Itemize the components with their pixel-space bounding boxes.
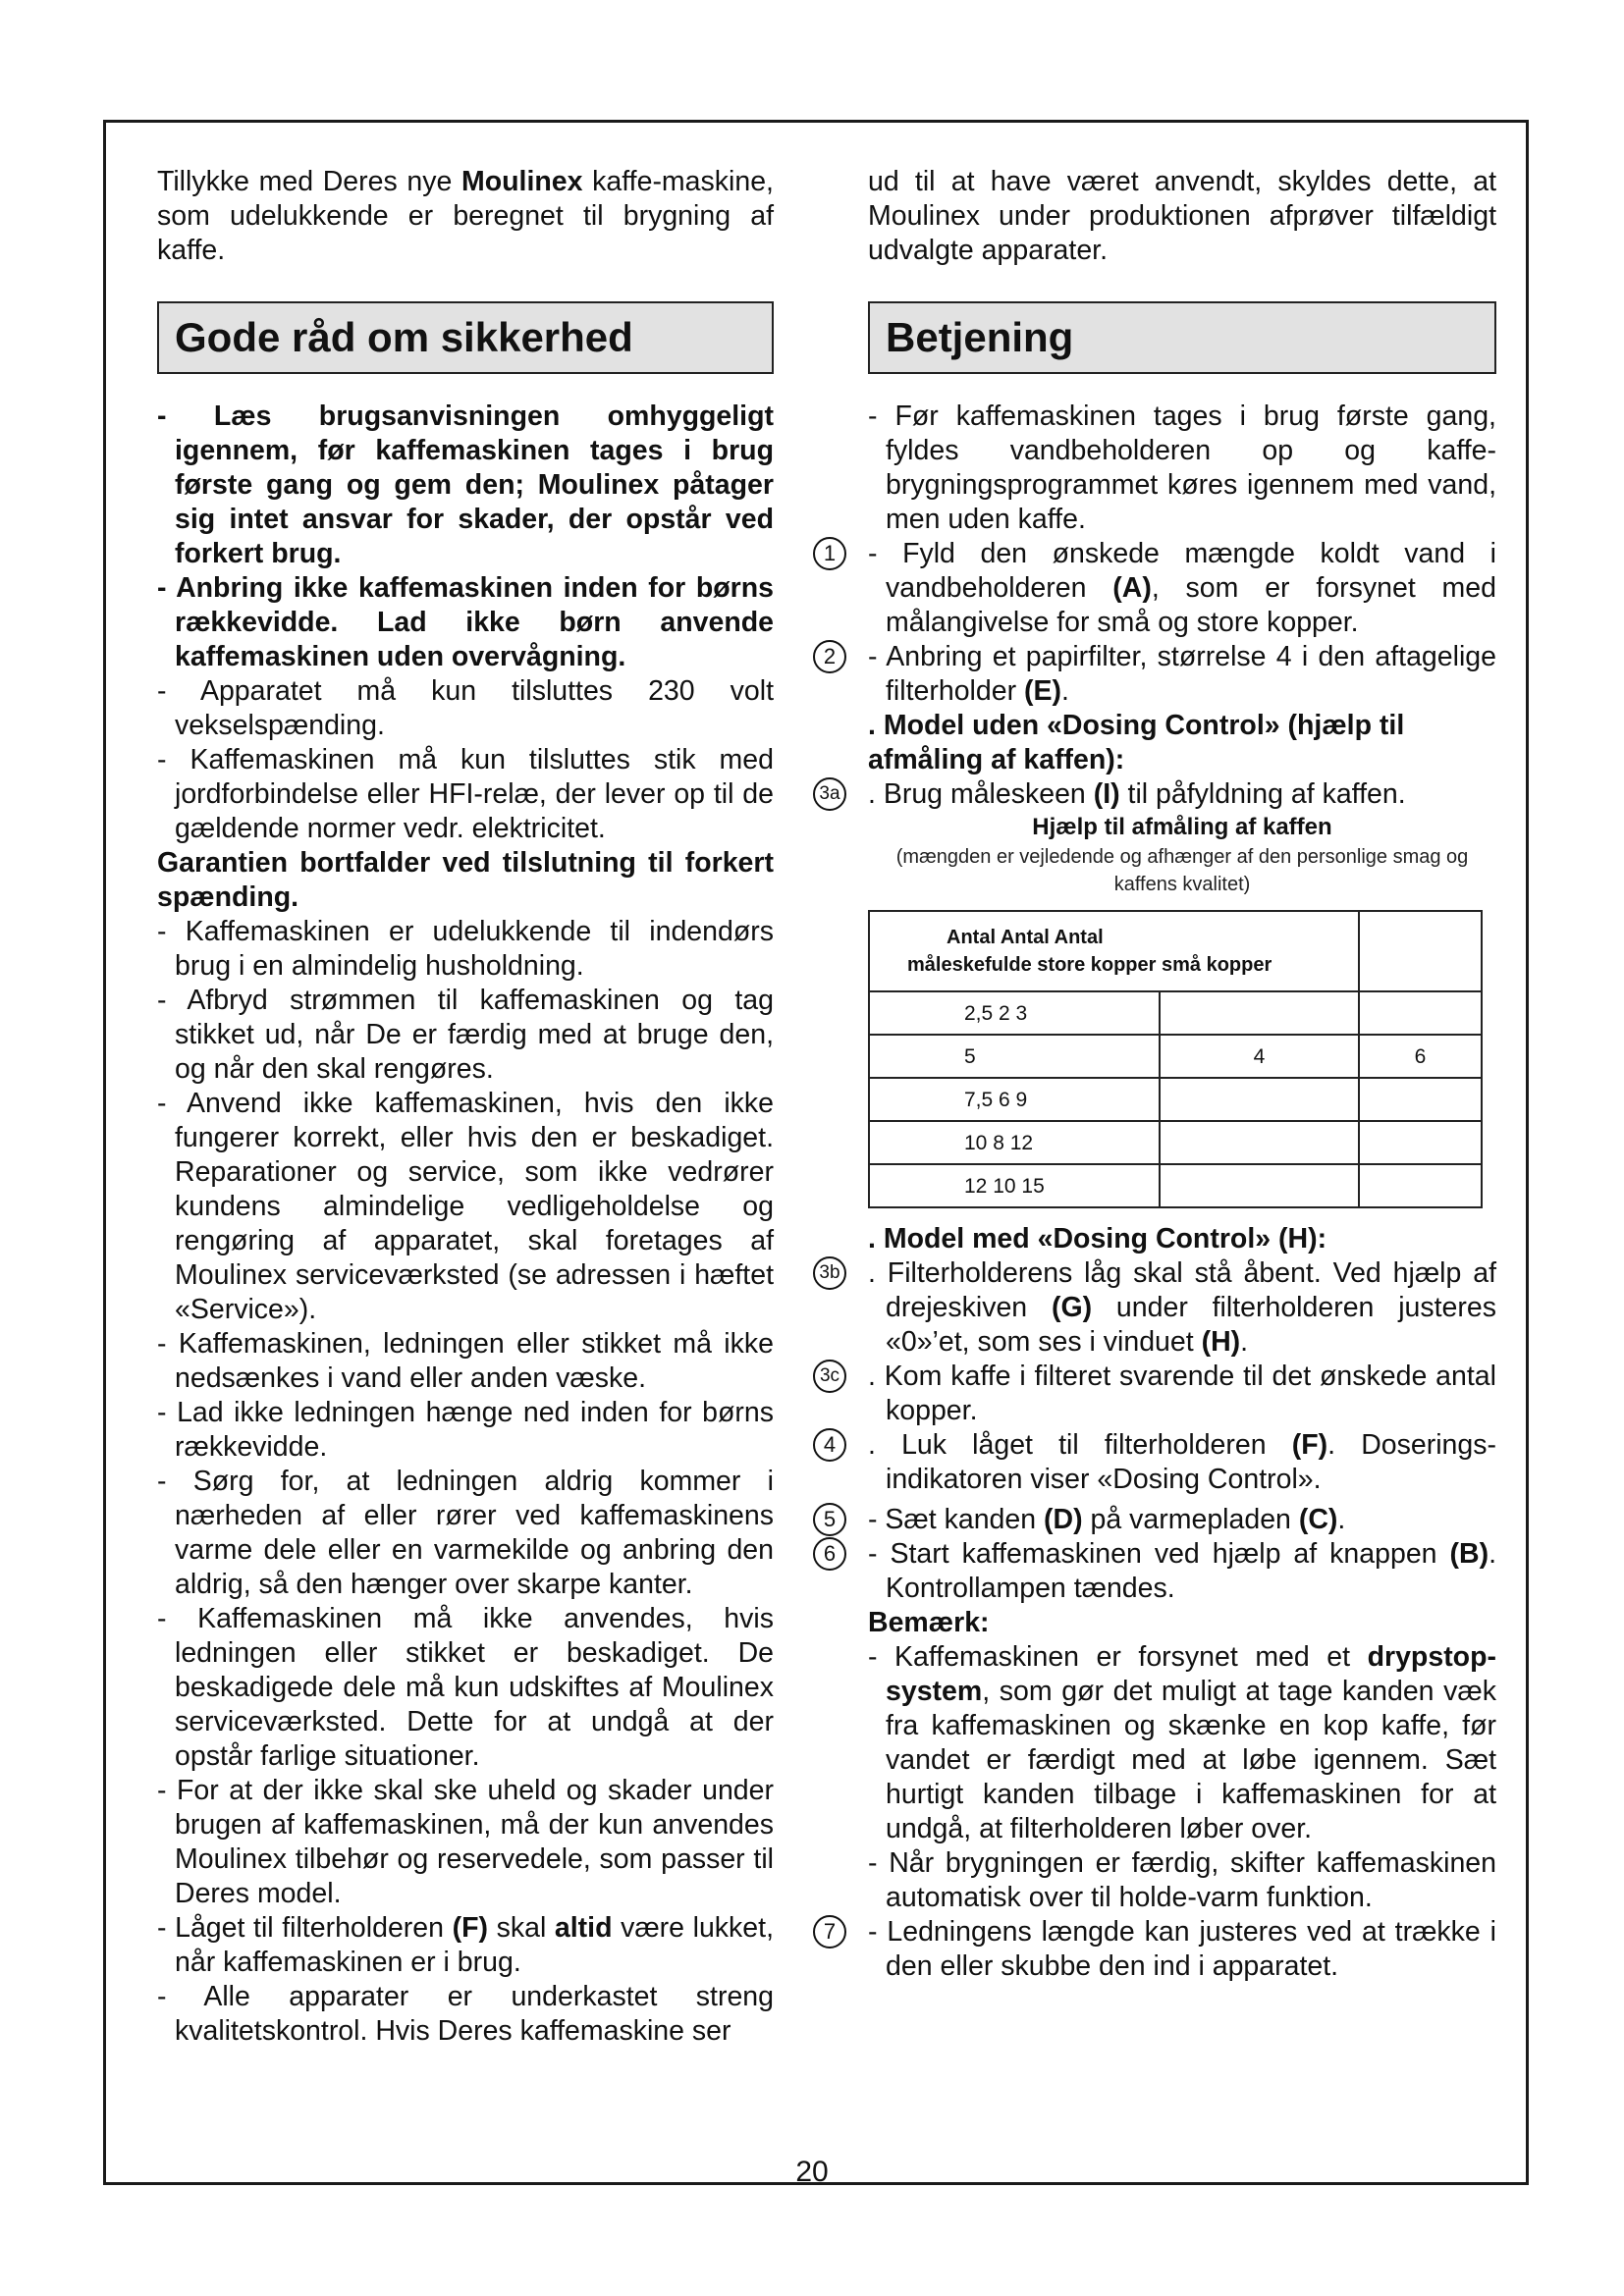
model-heading: . Model uden «Dosing Control» (hjælp til afmåling af kaffen): xyxy=(868,710,1405,775)
warranty-notice: Garantien bortfalder ved tilslutning til forkert spænding. xyxy=(157,847,774,913)
note-item: - Kaffemaskinen er forsynet med et drypstop-system, som gør det muligt at tage kanden væk fra kaffemaskinen og skænke en kop kaffe, før vandet er færdigt med at løbe igennem. Sæt hurtigt kanden tilbage i kaffemaskinen for at undgå, at filterholderen løber over. xyxy=(868,1641,1496,1844)
table-header-row xyxy=(869,911,1482,991)
safety-item: - Afbryd strømmen til kaffemaskinen og tag stikket ud, når De er færdig med at bruge den, og når den skal rengøres. xyxy=(157,985,775,1085)
table-header-cell: Antal Antal Antal måleskefulde store kopper små kopper xyxy=(869,911,1359,991)
step-4: 4 . Luk låget til filterholderen (F). Doserings-indikatoren viser «Dosing Control». xyxy=(868,1428,1496,1497)
safety-item: - Læs brugsanvisningen omhyggeligt igennem, før kaffemaskinen tages i brug første gang og gem den; Moulinex påtager sig intet ansvar for skader, der opstår ved forkert brug. xyxy=(157,400,774,569)
table-cell xyxy=(1160,991,1359,1035)
table-cell: 5 xyxy=(869,1035,1160,1078)
table-cell xyxy=(1359,1078,1482,1121)
intro-continued: ud til at have været anvendt, skyldes dette, at Moulinex under produktionen afprøver tilfældigt udvalgte apparater. xyxy=(868,166,1496,266)
table-header-cell xyxy=(1359,911,1482,991)
step-3c: 3c . Kom kaffe i filteret svarende til det ønskede antal kopper. xyxy=(868,1360,1496,1428)
safety-item: - Alle apparater er underkastet streng kvalitetskontrol. Hvis Deres kaffemaskine ser xyxy=(157,1981,774,2047)
table-cell xyxy=(1359,991,1482,1035)
step-number-icon: 3a xyxy=(813,777,846,811)
safety-item: - Apparatet må kun tilsluttes 230 volt vekselspænding. xyxy=(157,675,774,741)
step-7: 7 - Ledningens længde kan justeres ved at trække i den eller skubbe den ind i apparatet. xyxy=(868,1915,1496,1984)
intro-paragraph: Tillykke med Deres nye Moulinex kaffe-maskine, som udelukkende er beregnet til brygning af kaffe. xyxy=(157,166,774,266)
table-cell xyxy=(1160,1164,1359,1207)
table-cell xyxy=(1359,1164,1482,1207)
operation-heading: Betjening xyxy=(868,301,1496,374)
step-number-icon: 1 xyxy=(813,537,846,570)
step-3a: 3a . Brug måleskeen (I) til påfyldning af kaffen. xyxy=(868,777,1496,812)
step-number-icon: 6 xyxy=(813,1537,846,1571)
step-6: 6 - Start kaffemaskinen ved hjælp af knappen (B). Kontrollampen tændes. xyxy=(868,1537,1496,1606)
safety-item: - Kaffemaskinen, ledningen eller stikket må ikke nedsænkes i vand eller anden væske. xyxy=(157,1328,774,1394)
table-caption: Hjælp til afmåling af kaffen xyxy=(1032,814,1332,840)
table-cell: 4 xyxy=(1160,1035,1359,1078)
step-5: 5 - Sæt kanden (D) på varmepladen (C). xyxy=(868,1503,1496,1537)
step-1: 1 - Fyld den ønskede mængde koldt vand i vandbeholderen (A), som er forsynet med målangivelse for små og store kopper. xyxy=(868,537,1496,640)
note-heading: Bemærk: xyxy=(868,1607,990,1638)
step-3b: 3b . Filterholderens låg skal stå åbent. Ved hjælp af drejeskiven (G) under filterholderen justeres «0»’et, som ses i vinduet (H). xyxy=(868,1256,1496,1360)
table-row xyxy=(869,991,1482,1035)
dosing-table xyxy=(868,910,1483,1208)
table-note: (mængden er vejledende og afhænger af den personlige smag og kaffens kvalitet) xyxy=(895,846,1469,895)
safety-item: - Kaffemaskinen må ikke anvendes, hvis ledningen eller stikket er beskadiget. De beskadigede dele må kun udskiftes af Moulinex serviceværksted. Dette for at undgå at der opstår farlige situationer. xyxy=(157,1603,774,1772)
page-number: 20 xyxy=(795,2156,829,2188)
table-cell: 6 xyxy=(1359,1035,1482,1078)
safety-item: - Kaffemaskinen må kun tilsluttes stik med jordforbindelse eller HFI-relæ, der lever op til de gældende normer vedr. elektricitet. xyxy=(157,744,774,844)
table-cell: 12 10 15 xyxy=(869,1164,1160,1207)
step-number-icon: 3c xyxy=(813,1360,846,1393)
safety-item: - Anvend ikke kaffemaskinen, hvis den ikke fungerer korrekt, eller hvis den er beskadiget. Reparationer og service, som ikke vedrører kundens almindelige vedligeholdelse og rengøring af apparatet, skal foretages af Moulinex serviceværksted (se adressen i hæftet «Service»). xyxy=(157,1088,774,1325)
step-number-icon: 4 xyxy=(813,1428,846,1462)
table-cell xyxy=(1160,1121,1359,1164)
table-cell: 7,5 6 9 xyxy=(869,1078,1160,1121)
right-column xyxy=(819,165,1496,1984)
model-heading: . Model med «Dosing Control» (H): xyxy=(868,1223,1327,1255)
safety-item: - For at der ikke skal ske uheld og skader under brugen af kaffemaskinen, må der kun anvendes Moulinex tilbehør og reservedele, som passer til Deres model. xyxy=(157,1775,774,1909)
table-cell: 2,5 2 3 xyxy=(869,991,1160,1035)
step-number-icon: 5 xyxy=(813,1503,846,1536)
step-number-icon: 3b xyxy=(813,1256,846,1290)
left-column xyxy=(157,165,774,2049)
table-cell xyxy=(1359,1121,1482,1164)
table-row xyxy=(869,1164,1482,1207)
safety-item: - Sørg for, at ledningen aldrig kommer i nærheden af eller rører ved kaffemaskinens varme dele eller en varmekilde og anbring den aldrig, så den hænger over skarpe kanter. xyxy=(157,1466,774,1600)
safety-item: - Lad ikke ledningen hænge ned inden for børns rækkevidde. xyxy=(157,1397,774,1463)
safety-heading: Gode råd om sikkerhed xyxy=(157,301,774,374)
note-item: - Når brygningen er færdig, skifter kaffemaskinen automatisk over til holde-varm funktion. xyxy=(868,1847,1496,1913)
safety-item: - Anbring ikke kaffemaskinen inden for børns rækkevidde. Lad ikke børn anvende kaffemaskinen uden overvågning. xyxy=(157,572,775,672)
table-row xyxy=(869,1121,1482,1164)
safety-item: - Låget til filterholderen (F) skal altid være lukket, når kaffemaskinen er i brug. xyxy=(157,1912,774,1978)
first-use-instruction: - Før kaffemaskinen tages i brug første gang, fyldes vandbeholderen op og kaffe-brygningsprogrammet køres igennem med vand, men uden kaffe. xyxy=(868,400,1496,535)
step-number-icon: 2 xyxy=(813,640,846,673)
table-cell xyxy=(1160,1078,1359,1121)
table-row xyxy=(869,1035,1482,1078)
safety-item: - Kaffemaskinen er udelukkende til indendørs brug i en almindelig husholdning. xyxy=(157,916,774,982)
step-number-icon: 7 xyxy=(813,1915,846,1949)
step-2: 2 - Anbring et papirfilter, størrelse 4 i den aftagelige filterholder (E). xyxy=(868,640,1496,709)
table-row xyxy=(869,1078,1482,1121)
table-cell: 10 8 12 xyxy=(869,1121,1160,1164)
